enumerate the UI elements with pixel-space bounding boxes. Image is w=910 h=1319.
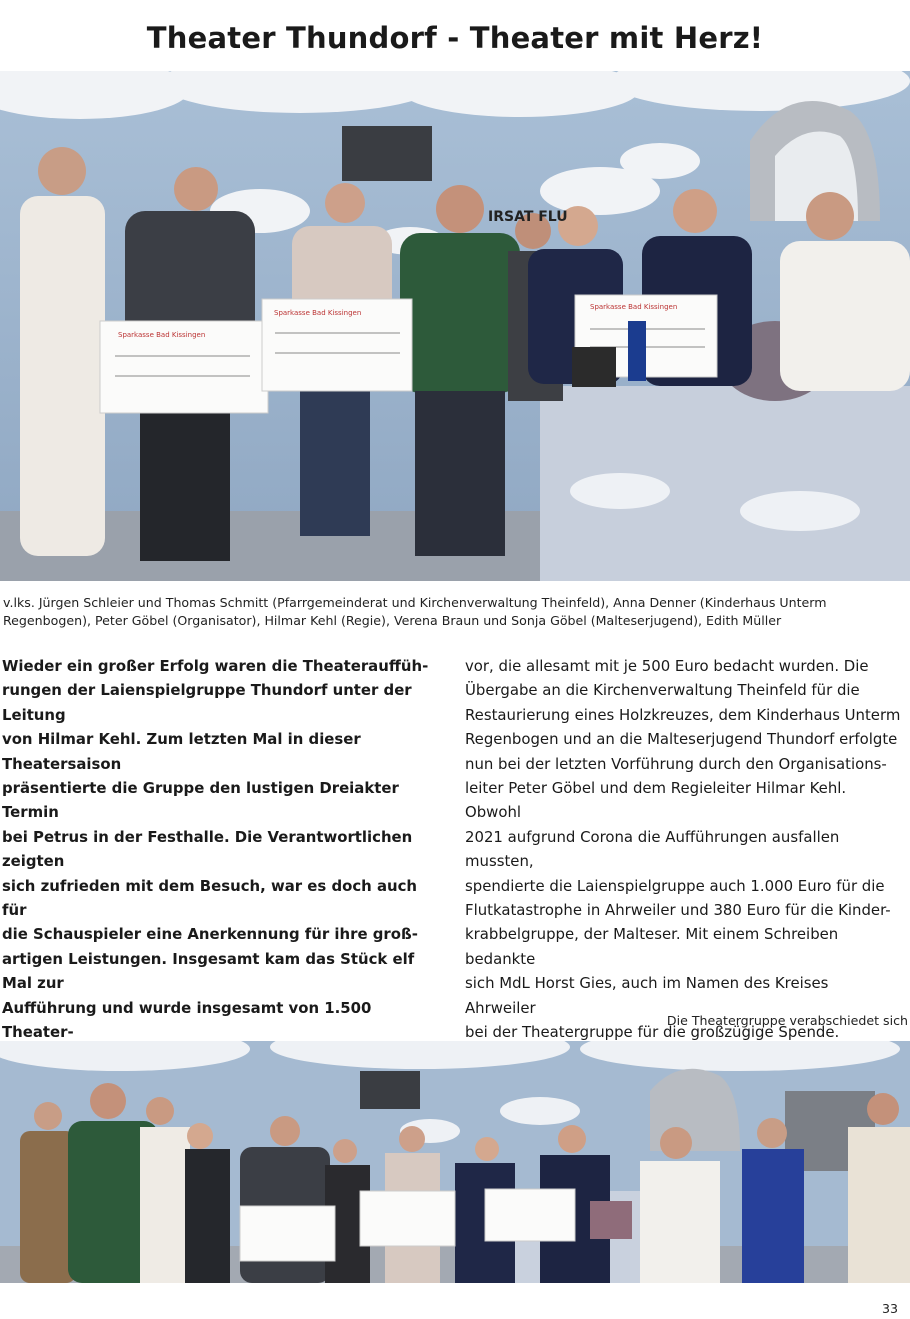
- svg-text:Sparkasse Bad Kissingen: Sparkasse Bad Kissingen: [590, 303, 678, 311]
- article-body-right: vor, die allesamt mit je 500 Euro bedacht wurden. Die Übergabe an die Kirchenverwaltung Theinfeld für die Restaurierung eines Holzkreuzes, dem Kinderhaus Unterm Regenbogen und an die Malteserjugend Thundorf erfolgte nun bei der letzten Vorführung durch den Organisations- leiter Peter Göbel und dem Regieleiter Hilmar Kehl. Obwohl 2021 aufgrund Corona die Aufführungen ausfallen mussten, spendierte die Laienspielgruppe auch 1.000 Euro für die Flutkatastrophe in Ahrweiler und 380 Euro für die Kinder- krabbelgruppe, der Malteser. Mit einem Schreiben bedankte sich MdL Horst Gies, auch im Namen des Kreises Ahrweiler bei der Theatergruppe für die großzügige Spende.: [465, 657, 901, 1042]
- article-column-right: [465, 654, 903, 1045]
- page-title: Theater Thundorf - Theater mit Herz!: [146, 21, 764, 56]
- photo-check-handover: [0, 71, 910, 581]
- photo-caption-top: v.lks. Jürgen Schleier und Thomas Schmitt (Pfarrgemeinderat und Kirchenverwaltung Theinfeld), Anna Denner (Kinderhaus Unterm Regenbogen), Peter Göbel (Organisator), Hilmar Kehl (Regie), Verena Braun und Sonja Göbel (Malteserjugend), Edith Müller: [3, 595, 827, 628]
- svg-text:Sparkasse Bad Kissingen: Sparkasse Bad Kissingen: [118, 331, 206, 339]
- wall-picture: [342, 126, 432, 181]
- photo-caption-bottom: Die Theatergruppe verabschiedet sich: [666, 1013, 908, 1028]
- svg-text:Sparkasse Bad Kissingen: Sparkasse Bad Kissingen: [274, 309, 362, 317]
- stage-sign: IRSAT FLU: [488, 209, 568, 225]
- page-number: 33: [881, 1301, 898, 1316]
- cash-register: [572, 347, 616, 387]
- drink-can: [628, 321, 646, 381]
- article-lead: Wieder ein großer Erfolg waren die Theaterauffüh- rungen der Laienspielgruppe Thundorf unter der Leitung von Hilmar Kehl. Zum letzten Mal in dieser Theatersaison präsentierte die Gruppe den lustigen Dreiakter Termin bei Petrus in der Festhalle. Die Verantwortlichen zeigten sich zufrieden mit dem Besuch, war es doch auch für die Schauspieler eine Anerkennung für ihre groß- artigen Leistungen. Insgesamt kam das Stück elf Mal zur Aufführung und wurde insgesamt von 1.500 Theater-: [2, 657, 429, 1042]
- photo-cast-farewell: [0, 1041, 910, 1283]
